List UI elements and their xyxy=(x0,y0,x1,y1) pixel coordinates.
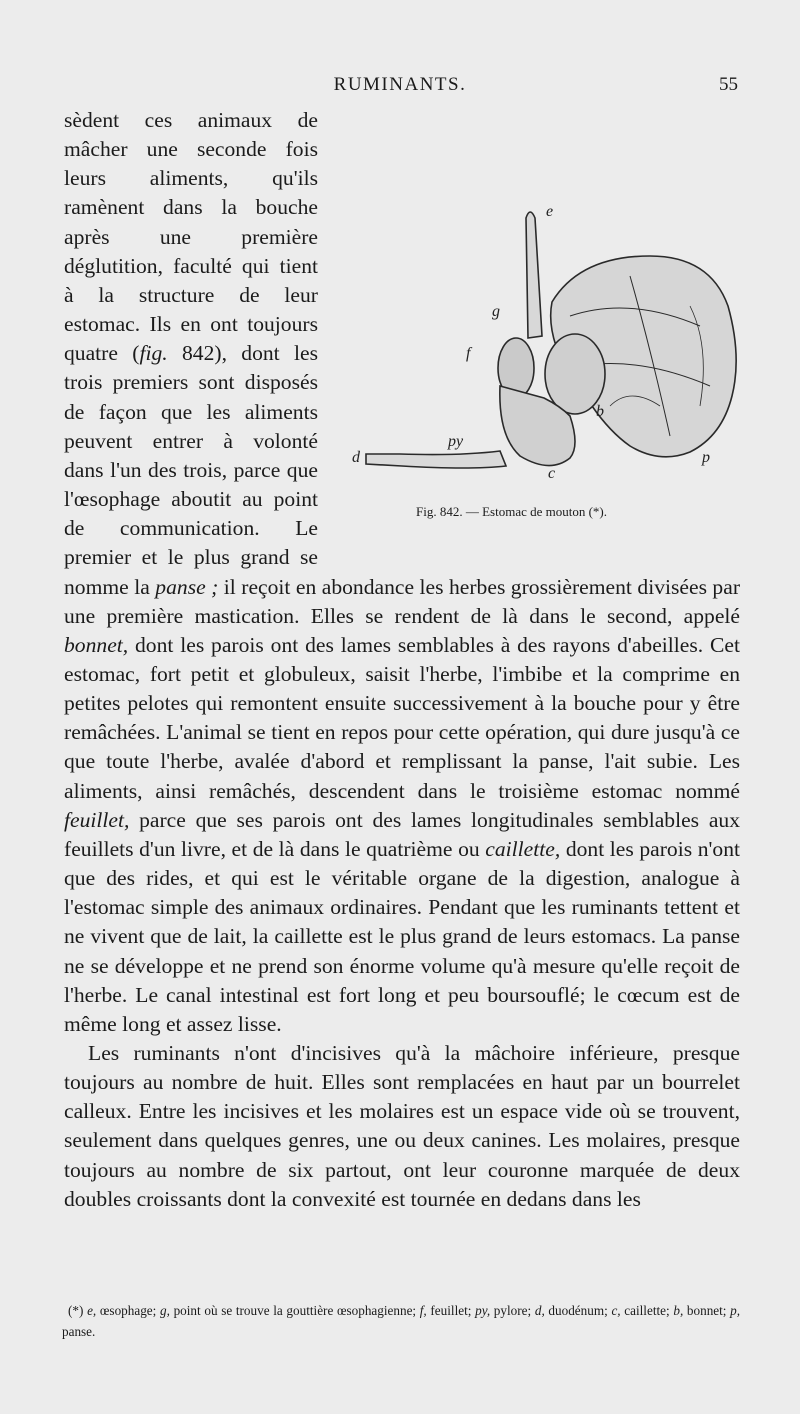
figure-caption: Fig. 842. — Estomac de mouton (*). xyxy=(416,504,608,519)
figure-footnote: (*) e, œsophage; g, point où se trouve la gouttière œsophagienne; f, feuillet; py, pylore; d, duodénum; c, caillette; b, bonnet; p, panse. xyxy=(62,1303,741,1339)
label-d: d xyxy=(352,449,360,466)
paragraph-digestion: sèdent ces animaux de mâcher une seconde fois leurs aliments, qu'ils ramènent dans la bouche après une première déglutition, faculté qui tient à la structure de leur estomac. Ils en ont toujours quatre (fig. 842), dont les trois premiers sont disposés de façon que les aliments peuvent entrer à volonté dans l'un des trois, parce que l'œsophage aboutit au point de communication. Le premier et le plus grand se nomme la panse ; il reçoit en abondance les herbes grossièrement divisées par une première mastication. Elles se rendent de là dans le second, appelé bonnet, dont les parois ont des lames semblables à des rayons d'abeilles. Cet estomac, fort petit et globuleux, saisit l'herbe, l'imbibe et la comprime en petites pelotes qui remontent ensuite successivement à la bouche pour y être remâchées. L'animal se tient en repos pour cette opération, qui dure jusqu'à ce que toute l'herbe, avalée d'abord et remplissant la panse, l'ait subie. Les aliments, ainsi remâchés, descendent dans le troisième estomac nommé feuillet, parce que ses parois ont des lames longitudinales semblables aux feuillets d'un livre, et de là dans le quatrième ou caillette, dont les parois n'ont que des rides, et qui est le véritable organe de la digestion, analogue à l'estomac simple des animaux ordinaires. Pendant que les ruminants tettent et ne vivent que de lait, la caillette est le plus grand de leurs estomacs. La panse ne se développe et ne prend son énorme volume qu'à mesure qu'elle reçoit de l'herbe. Le canal intestinal est fort long et peu boursouflé; le cœcum est de même long et assez lisse. xyxy=(64,108,741,1036)
label-c: c xyxy=(548,465,556,482)
reticulum-drawing xyxy=(545,334,605,414)
body-text xyxy=(64,106,740,1214)
label-e: e xyxy=(546,203,554,220)
sheep-stomach-illustration xyxy=(330,106,740,506)
esophagus-drawing xyxy=(526,212,542,338)
label-g: g xyxy=(492,303,500,320)
label-b: b xyxy=(596,403,604,420)
paragraph-teeth: Les ruminants n'ont d'incisives qu'à la mâchoire inférieure, presque toujours au nombre de huit. Elles sont remplacées en haut par un bourrelet calleux. Entre les incisives et les molaires est un espace vide où se trouvent, seulement dans quelques genres, une ou deux canines. Les molaires, presque toujours au nombre de six partout, ont leur couronne marquée de deux doubles croissants dont la convexité est tournée en dedans dans les xyxy=(64,1041,740,1211)
figure-sheep-stomach xyxy=(330,106,740,560)
label-p: p xyxy=(702,449,710,466)
duodenum-drawing xyxy=(366,451,506,468)
running-head xyxy=(62,74,738,100)
label-py: py xyxy=(448,433,464,450)
running-title: RUMINANTS. xyxy=(333,74,467,95)
label-f: f xyxy=(466,345,471,362)
page-number: 55 xyxy=(719,74,738,95)
